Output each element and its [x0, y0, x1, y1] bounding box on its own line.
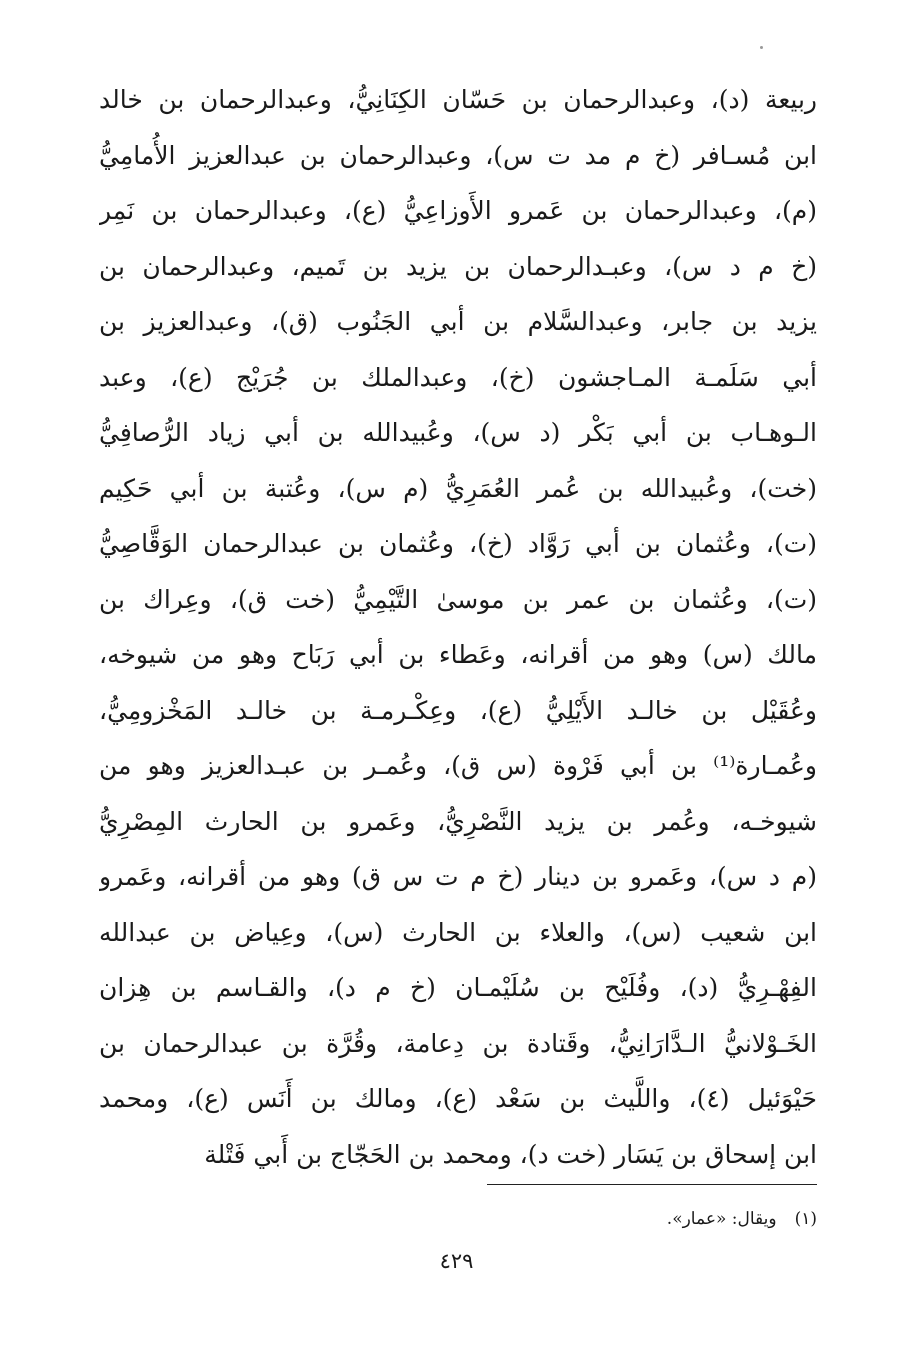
text-line-16: ابن شعيب (س)، والعلاء بن الحارث (س)، وعِياض بن عبدالله	[99, 917, 817, 947]
page-number: ٤٢٩	[439, 1249, 474, 1273]
text-line-9: (ت)، وعُثمان بن أبي رَوَّاد (خ)، وعُثمان بن عبدالرحمان الوَقَّاصِيُّ	[99, 529, 817, 558]
text-line-3: (م)، وعبدالرحمان بن عَمرو الأَوزاعِيُّ (ع)، وعبدالرحمان بن نَمِر	[99, 196, 817, 225]
text-line-10: (ت)، وعُثمان بن عمر بن موسىٰ التَّيْمِيُّ (خت ق)، وعِراك بن	[99, 584, 817, 614]
main-text-block	[99, 72, 817, 1182]
text-line-4: (خ م د س)، وعبـدالرحمان بن يزيد بن تَميم، وعبدالرحمان بن	[99, 251, 817, 281]
footnote	[667, 1206, 817, 1232]
text-line-19: حَيْوَئيل (٤)، واللَّيث بن سَعْد (ع)، ومالك بن أَنَس (ع)، ومحمد	[99, 1084, 817, 1113]
text-line-6: أبي سَلَمـة المـاجشون (خ)، وعبدالملك بن جُرَيْج (ع)، وعبد	[99, 362, 817, 392]
text-line-20: ابن إسحاق بن يَسَار (خت د)، ومحمد بن الحَجّاج بن أَبي فَتْلة	[204, 1139, 817, 1169]
text-line-11: مالك (س) وهو من أقرانه، وعَطاء بن أبي رَبَاح وهو من شيوخه،	[99, 640, 817, 669]
footnote-divider	[487, 1184, 817, 1185]
text-line-13: وعُمـارة⁽¹⁾ بن أبي فَرْوة (س ق)، وعُمـر بن عبـدالعزيز وهو من	[99, 751, 817, 780]
text-line-1: ربيعة (د)، وعبدالرحمان بن حَسّان الكِنَانِيُّ، وعبدالرحمان بن خالد	[99, 85, 817, 114]
text-line-2: ابن مُسـافر (خ م مد ت س)، وعبدالرحمان بن عبدالعزيز الأُمامِيُّ	[99, 140, 817, 170]
text-line-14: شيوخـه، وعُمر بن يزيد النَّصْرِيُّ، وعَمرو بن الحارث المِصْرِيُّ	[99, 806, 817, 836]
text-line-12: وعُقَيْل بن خالـد الأَيْلِيُّ (ع)، وعِكْـرمـة بن خالـد المَخْزومِيُّ،	[99, 695, 817, 725]
scan-speck	[760, 46, 763, 49]
text-line-15: (م د س)، وعَمرو بن دينار (خ م ت س ق) وهو من أقرانه، وعَمرو	[99, 862, 817, 891]
text-line-5: يزيد بن جابر، وعبدالسَّلام بن أبي الجَنُوب (ق)، وعبدالعزيز بن	[99, 307, 817, 336]
text-line-18: الخَـوْلانيُّ الـدَّارَانِيُّ، وقَتادة بن دِعامة، وقُرَّة بن عبدالرحمان بن	[99, 1028, 817, 1058]
footnote-text: ويقال: «عمار».	[666, 1209, 777, 1229]
text-line-8: (خت)، وعُبيدالله بن عُمر العُمَرِيُّ (م س)، وعُتبة بن أبي حَكِيم	[99, 473, 817, 503]
text-line-7: الـوهـاب بن أبي بَكْر (د س)، وعُبيدالله بن أبي زياد الرُّصافِيُّ	[99, 418, 817, 447]
footnote-marker: (١)	[794, 1209, 817, 1229]
text-line-17: الفِهْـرِيُّ (د)، وفُلَيْح بن سُلَيْمـان (خ م د)، والقـاسم بن هِزان	[99, 973, 817, 1002]
